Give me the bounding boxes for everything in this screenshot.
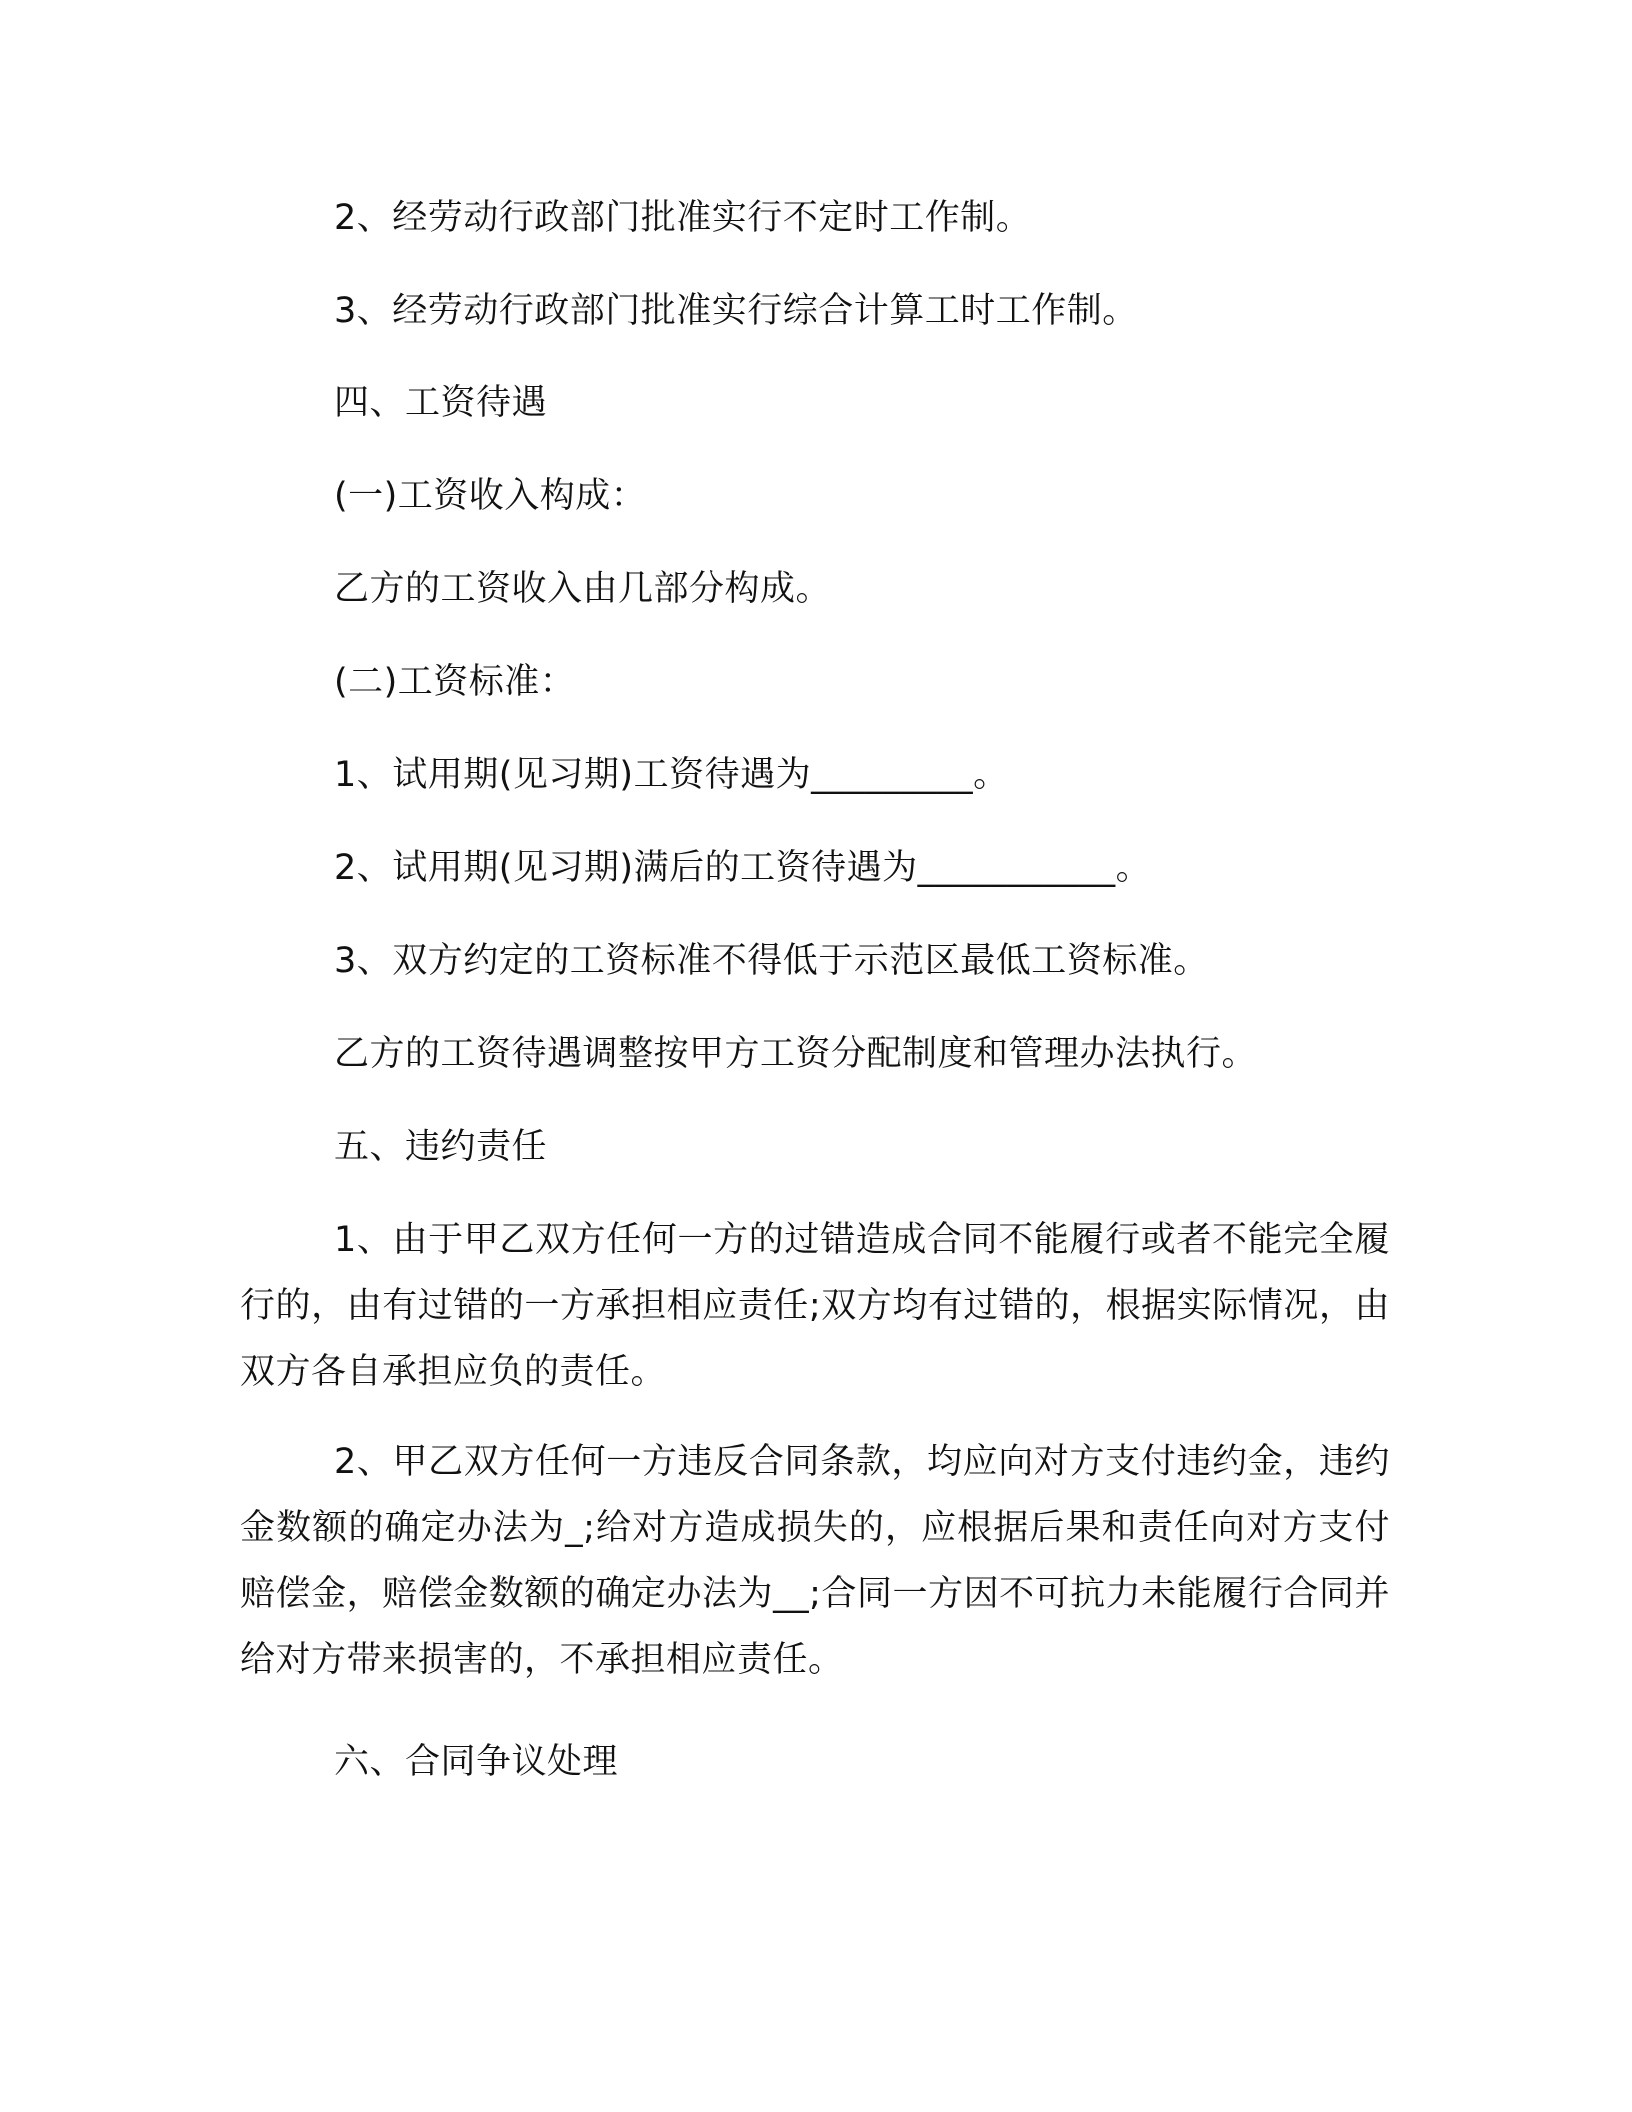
- wage-adjustment-text: 乙方的工资待遇调整按甲方工资分配制度和管理办法执行。: [334, 1034, 1258, 1074]
- section-heading-wages: 四、工资待遇: [334, 383, 548, 423]
- section-heading-disputes: 六、合同争议处理: [334, 1742, 619, 1782]
- clause-line-2-unfixed-hours: 2、经劳动行政部门批准实行不定时工作制。: [334, 198, 1032, 238]
- liability-paragraph-1: 1、由于甲乙双方任何一方的过错造成合同不能履行或者不能完全履行的，由有过错的一方承担相应责任;双方均有过错的，根据实际情况，由双方各自承担应负的责任。: [240, 1220, 1390, 1392]
- wage-composition-text: 乙方的工资收入由几部分构成。: [334, 569, 832, 609]
- clause-line-3-comprehensive-hours: 3、经劳动行政部门批准实行综合计算工时工作制。: [334, 291, 1138, 331]
- wage-standard-minimum: 3、双方约定的工资标准不得低于示范区最低工资标准。: [334, 941, 1209, 981]
- wage-standard-after-probation: 2、试用期(见习期)满后的工资待遇为___________。: [334, 848, 1152, 888]
- wage-standard-probation: 1、试用期(见习期)工资待遇为_________。: [334, 755, 1009, 795]
- liability-paragraph-2: 2、甲乙双方任何一方违反合同条款，均应向对方支付违约金，违约金数额的确定办法为_;给对方造成损失的，应根据后果和责任向对方支付赔偿金，赔偿金数额的确定办法为__;合同一方因不可抗力未能履行合同并给对方带来损害的，不承担相应责任。: [240, 1442, 1390, 1680]
- section-heading-liability: 五、违约责任: [334, 1127, 548, 1167]
- subheading-wage-standard: (二)工资标准：: [334, 662, 576, 702]
- subheading-wage-composition: (一)工资收入构成：: [334, 476, 647, 516]
